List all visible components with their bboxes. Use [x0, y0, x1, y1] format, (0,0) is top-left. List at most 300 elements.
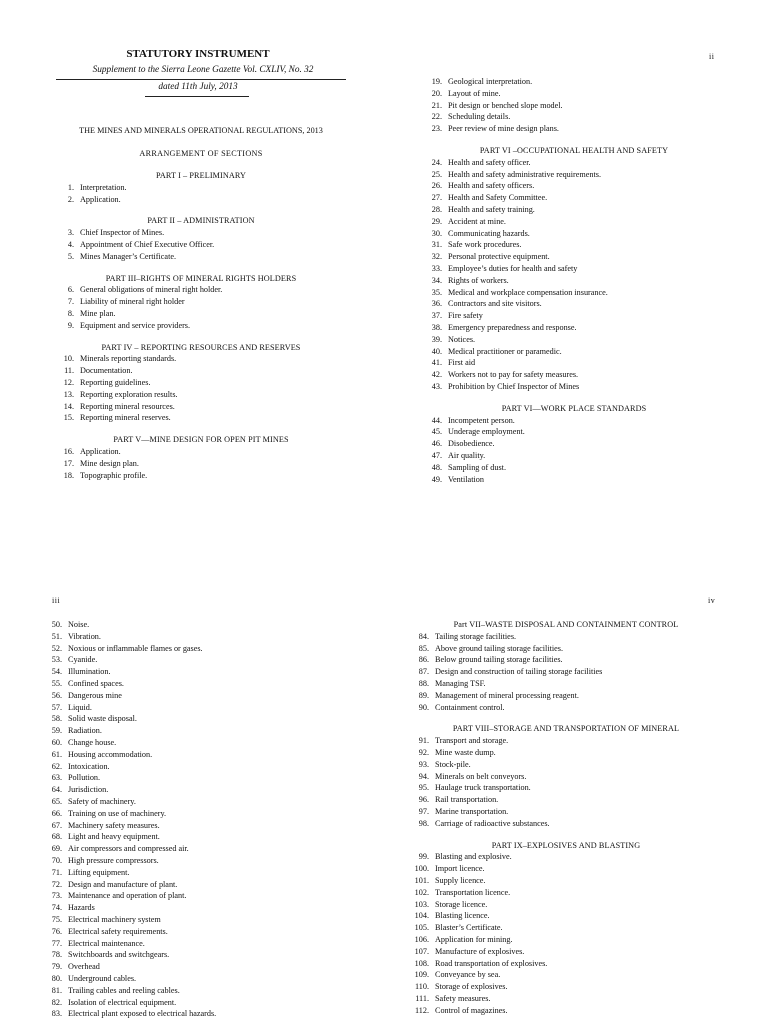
- section-number: 16.: [63, 446, 74, 456]
- toc-entry: [411, 678, 721, 690]
- toc-entry: [44, 879, 344, 891]
- section-title: Isolation of electrical equipment.: [68, 997, 177, 1007]
- part-heading: PART IX–EXPLOSIVES AND BLASTING: [491, 840, 641, 850]
- toc-entry: [424, 415, 724, 427]
- section-title: Supply licence.: [435, 875, 486, 885]
- section-title: Documentation.: [80, 366, 133, 376]
- section-title: Mine waste dump.: [435, 747, 496, 757]
- section-title: Safety of machinery.: [68, 796, 136, 806]
- section-title: Electrical machinery system: [68, 914, 161, 924]
- section-number: 76.: [51, 926, 62, 936]
- section-number: 62.: [51, 761, 62, 771]
- section-number: 91.: [418, 736, 429, 746]
- toc-entry: [411, 631, 721, 643]
- section-title: Housing accommodation.: [68, 749, 153, 759]
- section-title: Transport and storage.: [435, 736, 509, 746]
- part-heading: PART I – PRELIMINARY: [156, 171, 246, 180]
- section-number: 84.: [418, 631, 429, 641]
- toc-entry: [411, 958, 721, 970]
- section-number: 42.: [431, 370, 442, 380]
- part-heading: PART V—MINE DESIGN FOR OPEN PIT MINES: [113, 435, 289, 445]
- section-number: 85.: [418, 643, 429, 653]
- section-number: 59.: [51, 726, 62, 736]
- section-title: Safety measures.: [435, 993, 491, 1003]
- section-title: Underground cables.: [68, 973, 137, 983]
- section-title: Application.: [80, 194, 121, 204]
- section-number: 19.: [431, 77, 442, 86]
- section-number: 68.: [51, 832, 62, 842]
- toc-column: [56, 170, 346, 481]
- toc-entry: [56, 284, 346, 296]
- section-number: 67.: [51, 820, 62, 830]
- section-number: 95.: [418, 783, 429, 793]
- toc-entry: [411, 806, 721, 818]
- section-number: 107.: [414, 946, 429, 956]
- section-title: Topographic profile.: [80, 470, 148, 480]
- toc-entry: [56, 251, 346, 263]
- section-number: 108.: [414, 958, 429, 968]
- section-title: Jurisdiction.: [68, 785, 109, 795]
- toc-entry: [411, 643, 721, 655]
- section-title: Illumination.: [68, 667, 111, 677]
- section-number: 94.: [418, 771, 429, 781]
- toc-entry: [411, 702, 721, 714]
- section-title: Medical practitioner or paramedic.: [448, 346, 562, 356]
- toc-entry: [44, 808, 344, 820]
- section-number: 33.: [431, 263, 442, 273]
- section-number: 50.: [51, 620, 62, 629]
- section-number: 49.: [431, 474, 442, 484]
- toc-entry: [44, 737, 344, 749]
- toc-entry: [56, 227, 346, 239]
- header-divider: [56, 79, 346, 80]
- section-number: 55.: [51, 678, 62, 688]
- section-title: First aid: [448, 358, 476, 368]
- section-title: Ventilation: [448, 474, 484, 484]
- section-number: 32.: [431, 252, 442, 262]
- section-number: 87.: [418, 667, 429, 677]
- section-number: 15.: [63, 413, 74, 423]
- toc-column: [44, 619, 344, 1020]
- section-title: Storage licence.: [435, 899, 488, 909]
- section-title: Carriage of radioactive substances.: [435, 818, 550, 828]
- section-number: 7.: [67, 297, 74, 307]
- section-title: Solid waste disposal.: [68, 714, 137, 724]
- section-number: 25.: [431, 169, 442, 179]
- section-title: Health and safety training.: [448, 204, 535, 214]
- section-number: 81.: [51, 985, 62, 995]
- section-title: Employee’s duties for health and safety: [448, 263, 578, 273]
- toc-entry: [424, 76, 724, 88]
- section-title: Reporting mineral resources.: [80, 401, 175, 411]
- toc-entry: [44, 713, 344, 725]
- section-title: Personal protective equipment.: [448, 252, 550, 262]
- toc-entry: [56, 389, 346, 401]
- document-title: STATUTORY INSTRUMENT: [126, 48, 270, 60]
- toc-entry: [411, 851, 721, 863]
- date-underline: [145, 96, 249, 97]
- toc-entry: [424, 334, 724, 346]
- section-number: 58.: [51, 714, 62, 724]
- page-number: iii: [52, 596, 61, 605]
- section-title: Manufacture of explosives.: [435, 946, 525, 956]
- section-number: 66.: [51, 808, 62, 818]
- section-number: 6.: [67, 285, 74, 295]
- section-number: 65.: [51, 796, 62, 806]
- toc-entry: [44, 997, 344, 1009]
- section-number: 90.: [418, 702, 429, 712]
- toc-column: [411, 619, 721, 1017]
- section-title: Light and heavy equipment.: [68, 832, 160, 842]
- toc-entry: [56, 401, 346, 413]
- part-heading: PART IV – REPORTING RESOURCES AND RESERVES: [101, 342, 301, 352]
- toc-entry: [411, 887, 721, 899]
- toc-entry: [44, 831, 344, 843]
- toc-entry: [44, 761, 344, 773]
- section-number: 18.: [63, 470, 74, 480]
- section-title: Electrical safety requirements.: [68, 926, 168, 936]
- section-number: 1.: [67, 182, 74, 192]
- section-title: Maintenance and operation of plant.: [68, 891, 187, 901]
- section-number: 34.: [431, 275, 442, 285]
- section-number: 21.: [431, 100, 442, 110]
- section-number: 63.: [51, 773, 62, 783]
- section-number: 101.: [414, 875, 429, 885]
- section-number: 80.: [51, 973, 62, 983]
- page-number: ii: [709, 52, 715, 61]
- document-page-iii-iv: [0, 512, 768, 1024]
- section-number: 45.: [431, 427, 442, 437]
- section-number: 72.: [51, 879, 62, 889]
- section-number: 17.: [63, 458, 74, 468]
- section-title: Prohibition by Chief Inspector of Mines: [448, 381, 580, 391]
- toc-entry: [56, 470, 346, 482]
- section-title: Trailing cables and reeling cables.: [68, 985, 180, 995]
- toc-entry: [44, 938, 344, 950]
- section-title: Blasting and explosive.: [435, 852, 512, 862]
- section-number: 73.: [51, 891, 62, 901]
- section-title: Management of mineral processing reagent.: [435, 690, 579, 700]
- section-number: 54.: [51, 667, 62, 677]
- section-number: 93.: [418, 759, 429, 769]
- section-number: 105.: [414, 923, 429, 933]
- toc-entry: [44, 843, 344, 855]
- section-title: Pollution.: [68, 773, 101, 783]
- section-number: 92.: [418, 747, 429, 757]
- section-title: Mines Manager’s Certificate.: [80, 251, 177, 261]
- section-title: Control of magazines.: [435, 1005, 508, 1015]
- section-number: 3.: [67, 228, 74, 238]
- section-title: Health and safety officer.: [448, 157, 531, 167]
- section-title: Haulage truck transportation.: [435, 783, 531, 793]
- toc-entry: [44, 725, 344, 737]
- toc-entry: [424, 310, 724, 322]
- section-title: Rail transportation.: [435, 795, 499, 805]
- section-number: 82.: [51, 997, 62, 1007]
- part-heading: PART III–RIGHTS OF MINERAL RIGHTS HOLDERS: [105, 273, 297, 283]
- section-number: 31.: [431, 240, 442, 250]
- section-title: Emergency preparedness and response.: [448, 322, 577, 332]
- section-title: Appointment of Chief Executive Officer.: [80, 239, 215, 249]
- section-title: Rights of workers.: [448, 275, 509, 285]
- section-number: 103.: [414, 899, 429, 909]
- section-number: 104.: [414, 911, 429, 921]
- part-heading: Part VII–WASTE DISPOSAL AND CONTAINMENT CONTROL: [453, 620, 679, 629]
- toc-entry: [56, 320, 346, 332]
- section-number: 112.: [414, 1005, 429, 1015]
- toc-entry: [44, 985, 344, 997]
- section-number: 70.: [51, 855, 62, 865]
- toc-entry: [56, 458, 346, 470]
- toc-entry: [424, 381, 724, 393]
- toc-entry: [411, 654, 721, 666]
- toc-entry: [44, 643, 344, 655]
- section-title: Air quality.: [448, 450, 486, 460]
- section-number: 111.: [415, 993, 429, 1003]
- toc-entry: [56, 365, 346, 377]
- toc-entry: [44, 902, 344, 914]
- toc-entry: [44, 784, 344, 796]
- section-title: Machinery safety measures.: [68, 820, 160, 830]
- section-number: 40.: [431, 346, 442, 356]
- toc-entry: [56, 412, 346, 424]
- section-number: 12.: [63, 377, 74, 387]
- toc-entry: [411, 910, 721, 922]
- section-title: Pit design or benched slope model.: [448, 100, 563, 110]
- section-title: Reporting guidelines.: [80, 377, 151, 387]
- section-title: Geological interpretation.: [448, 77, 533, 86]
- toc-entry: [44, 690, 344, 702]
- section-number: 14.: [63, 401, 74, 411]
- section-number: 71.: [51, 867, 62, 877]
- toc-column: [424, 76, 724, 485]
- section-number: 11.: [64, 366, 74, 376]
- toc-entry: [424, 474, 724, 486]
- section-title: Transportation licence.: [435, 887, 511, 897]
- toc-entry: [411, 794, 721, 806]
- toc-entry: [424, 100, 724, 112]
- section-number: 64.: [51, 785, 62, 795]
- toc-entry: [424, 228, 724, 240]
- section-number: 56.: [51, 690, 62, 700]
- section-number: 100.: [414, 864, 429, 874]
- section-number: 88.: [418, 678, 429, 688]
- section-number: 26.: [431, 181, 442, 191]
- toc-entry: [44, 654, 344, 666]
- section-number: 13.: [63, 389, 74, 399]
- toc-entry: [424, 123, 724, 135]
- section-number: 48.: [431, 462, 442, 472]
- toc-entry: [44, 855, 344, 867]
- section-number: 23.: [431, 124, 442, 134]
- toc-entry: [424, 426, 724, 438]
- section-number: 41.: [431, 358, 442, 368]
- section-title: Liability of mineral right holder: [80, 297, 185, 307]
- section-title: Radiation.: [68, 726, 102, 736]
- toc-entry: [424, 438, 724, 450]
- section-number: 22.: [431, 112, 442, 122]
- section-title: Application for mining.: [435, 934, 513, 944]
- section-number: 98.: [418, 818, 429, 828]
- toc-entry: [424, 180, 724, 192]
- section-number: 96.: [418, 795, 429, 805]
- section-number: 110.: [414, 982, 429, 992]
- toc-entry: [424, 357, 724, 369]
- section-number: 51.: [51, 631, 62, 641]
- part-heading: PART II – ADMINISTRATION: [147, 216, 255, 226]
- section-title: Workers not to pay for safety measures.: [448, 370, 579, 380]
- section-title: Road transportation of explosives.: [435, 958, 548, 968]
- section-number: 106.: [414, 934, 429, 944]
- section-title: Equipment and service providers.: [80, 320, 191, 330]
- section-title: Sampling of dust.: [448, 462, 506, 472]
- arrangement-title: ARRANGEMENT OF SECTIONS: [139, 149, 263, 158]
- section-title: Mine design plan.: [80, 458, 139, 468]
- section-title: Scheduling details.: [448, 112, 511, 122]
- toc-entry: [411, 875, 721, 887]
- section-title: Storage of explosives.: [435, 982, 508, 992]
- section-number: 39.: [431, 334, 442, 344]
- toc-entry: [424, 169, 724, 181]
- toc-entry: [424, 88, 724, 100]
- section-number: 9.: [67, 320, 74, 330]
- section-title: Design and manufacture of plant.: [68, 879, 178, 889]
- toc-entry: [56, 296, 346, 308]
- section-title: Lifting equipment.: [68, 867, 130, 877]
- section-title: Medical and workplace compensation insurance.: [448, 287, 608, 297]
- section-number: 57.: [51, 702, 62, 712]
- toc-entry: [424, 239, 724, 251]
- toc-entry: [411, 863, 721, 875]
- section-number: 52.: [51, 643, 62, 653]
- section-title: Reporting mineral reserves.: [80, 413, 171, 423]
- section-title: Peer review of mine design plans.: [448, 124, 559, 134]
- toc-entry: [424, 157, 724, 169]
- toc-entry: [411, 771, 721, 783]
- toc-entry: [44, 1008, 344, 1020]
- section-title: Disobedience.: [448, 439, 495, 449]
- toc-entry: [424, 192, 724, 204]
- section-title: Tailing storage facilities.: [435, 631, 517, 641]
- toc-entry: [44, 973, 344, 985]
- section-number: 10.: [63, 354, 74, 364]
- toc-entry: [424, 369, 724, 381]
- section-title: Containment control.: [435, 702, 505, 712]
- section-title: Dangerous mine: [68, 690, 122, 700]
- section-number: 47.: [431, 450, 442, 460]
- section-title: Minerals on belt conveyors.: [435, 771, 527, 781]
- toc-entry: [411, 782, 721, 794]
- toc-entry: [424, 346, 724, 358]
- section-title: Safe work procedures.: [448, 240, 522, 250]
- toc-entry: [411, 690, 721, 702]
- toc-entry: [44, 666, 344, 678]
- toc-entry: [44, 949, 344, 961]
- toc-entry: [56, 239, 346, 251]
- toc-entry: [411, 946, 721, 958]
- section-title: Above ground tailing storage facilities.: [435, 643, 564, 653]
- toc-entry: [411, 666, 721, 678]
- section-number: 78.: [51, 950, 62, 960]
- toc-entry: [44, 820, 344, 832]
- toc-entry: [44, 702, 344, 714]
- section-title: Confined spaces.: [68, 678, 124, 688]
- section-title: Health and safety administrative requirements.: [448, 169, 602, 179]
- section-number: 29.: [431, 216, 442, 226]
- section-title: Accident at mine.: [448, 216, 506, 226]
- section-title: Notices.: [448, 334, 476, 344]
- toc-entry: [411, 818, 721, 830]
- section-title: Blasting licence.: [435, 911, 490, 921]
- toc-entry: [424, 462, 724, 474]
- section-number: 35.: [431, 287, 442, 297]
- toc-entry: [56, 353, 346, 365]
- section-number: 69.: [51, 844, 62, 854]
- toc-entry: [411, 735, 721, 747]
- toc-entry: [424, 111, 724, 123]
- toc-entry: [44, 772, 344, 784]
- toc-entry: [44, 914, 344, 926]
- section-number: 37.: [431, 311, 442, 321]
- section-number: 89.: [418, 690, 429, 700]
- section-title: Liquid.: [68, 702, 92, 712]
- section-number: 61.: [51, 749, 62, 759]
- regulation-title: THE MINES AND MINERALS OPERATIONAL REGULATIONS, 2013: [79, 126, 323, 135]
- section-title: Conveyance by sea.: [435, 970, 501, 980]
- section-title: Stock-pile.: [435, 759, 471, 769]
- section-title: Training on use of machinery.: [68, 808, 167, 818]
- part-heading: PART VIII–STORAGE AND TRANSPORTATION OF MINERAL: [452, 724, 680, 734]
- section-title: Managing TSF.: [435, 678, 486, 688]
- section-number: 102.: [414, 887, 429, 897]
- section-number: 20.: [431, 88, 442, 98]
- section-number: 8.: [67, 308, 74, 318]
- section-title: Overhead: [68, 962, 100, 972]
- toc-entry: [424, 275, 724, 287]
- section-number: 109.: [414, 970, 429, 980]
- toc-entry: [411, 1005, 721, 1017]
- section-number: 83.: [51, 1009, 62, 1019]
- toc-entry: [44, 678, 344, 690]
- toc-entry: [56, 308, 346, 320]
- section-title: Marine transportation.: [435, 806, 509, 816]
- section-number: 77.: [51, 938, 62, 948]
- toc-entry: [411, 759, 721, 771]
- section-title: General obligations of mineral right holder.: [80, 285, 223, 295]
- part-heading: PART VI—WORK PLACE STANDARDS: [501, 403, 647, 413]
- section-title: Below ground tailing storage facilities.: [435, 655, 563, 665]
- section-title: Chief Inspector of Mines.: [80, 228, 165, 238]
- section-number: 46.: [431, 439, 442, 449]
- section-title: Blaster’s Certificate.: [435, 923, 503, 933]
- section-number: 79.: [51, 962, 62, 972]
- section-title: Incompetent person.: [448, 415, 515, 425]
- section-title: Electrical maintenance.: [68, 938, 145, 948]
- section-number: 86.: [418, 655, 429, 665]
- toc-entry: [424, 216, 724, 228]
- section-number: 36.: [431, 299, 442, 309]
- page-number: iv: [708, 596, 716, 605]
- section-title: Mine plan.: [80, 308, 116, 318]
- section-title: Health and Safety Committee.: [448, 193, 548, 203]
- section-number: 97.: [418, 806, 429, 816]
- toc-entry: [44, 796, 344, 808]
- toc-entry: [424, 204, 724, 216]
- section-title: Import licence.: [435, 864, 485, 874]
- section-title: Hazards: [68, 903, 95, 913]
- toc-entry: [411, 899, 721, 911]
- section-title: Contractors and site visitors.: [448, 299, 542, 309]
